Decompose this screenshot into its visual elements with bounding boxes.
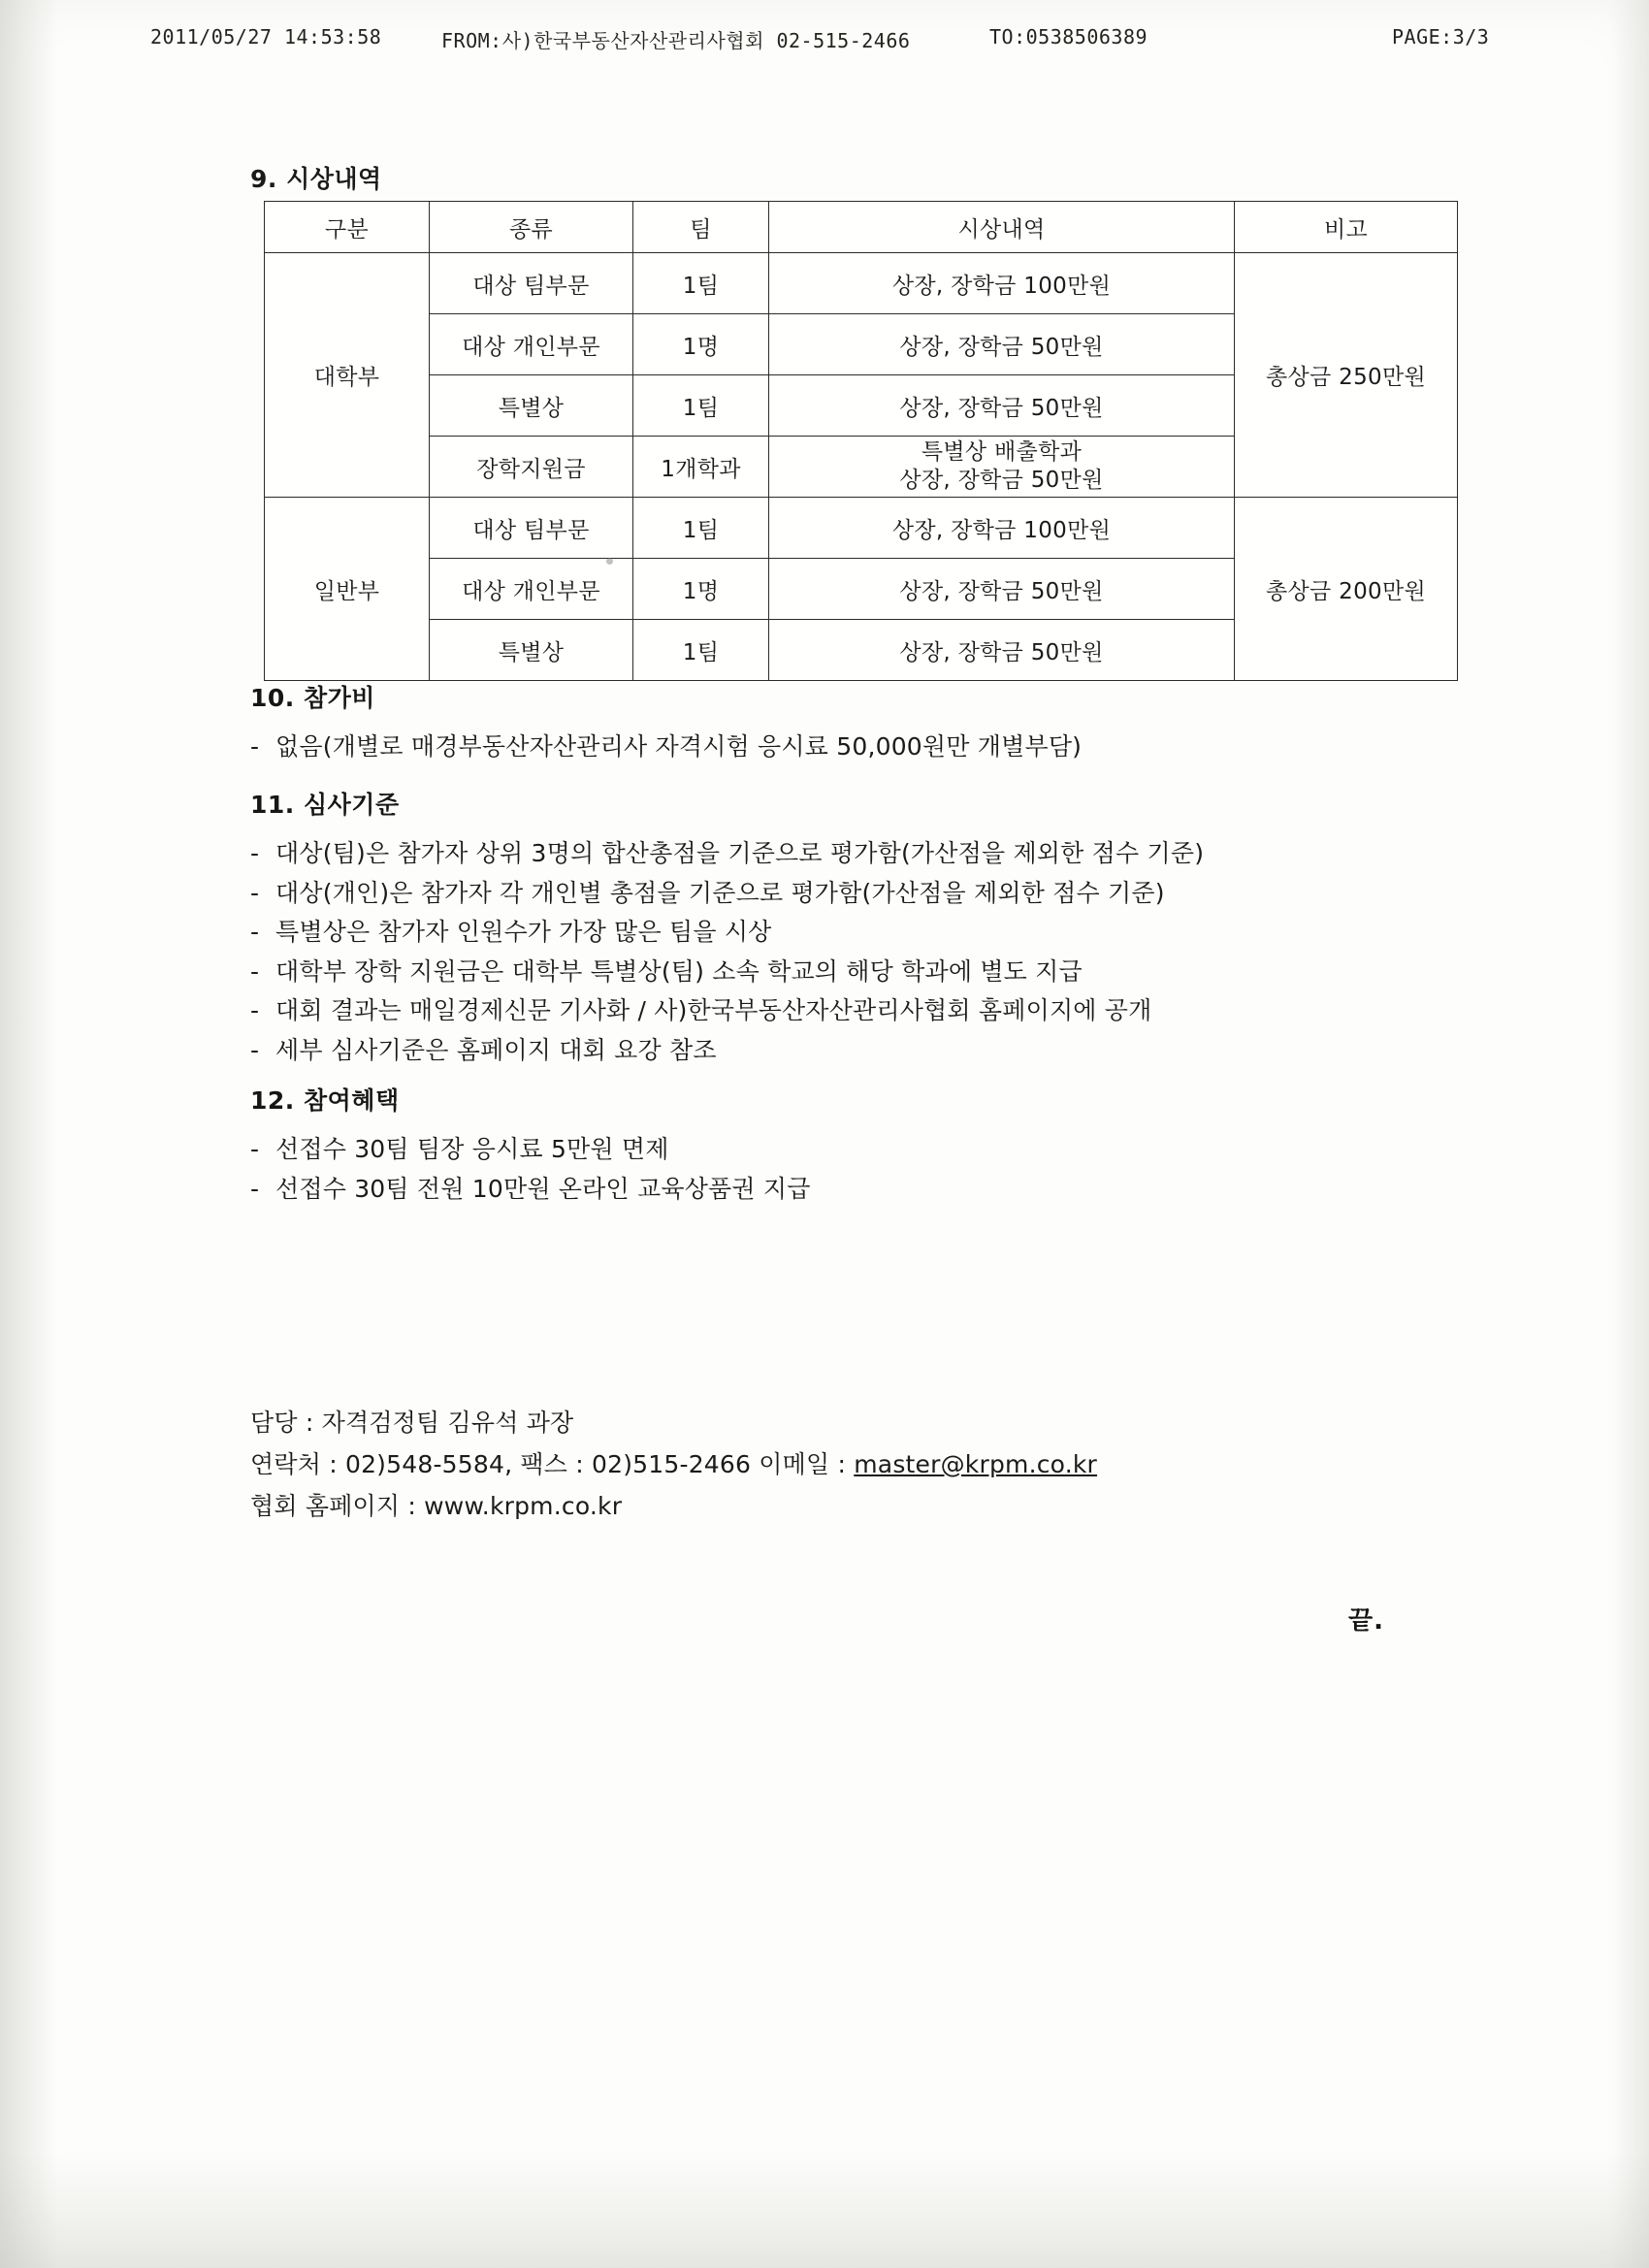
cell-detail: 상장, 장학금 50만원 [769,559,1235,620]
contact-block [250,1402,1472,1527]
scan-artifact-speck [606,558,613,565]
column-header-team: 팀 [633,202,769,253]
section-10-list [250,728,1472,767]
cell-type: 대상 개인부문 [430,314,633,375]
column-header-note: 비고 [1235,202,1458,253]
contact-homepage-line: 협회 홈페이지 : www.krpm.co.kr [250,1492,623,1520]
list-item [250,953,1511,992]
dash-marker: - [250,1135,260,1163]
list-item-text: 특별상은 참가자 인원수가 가장 많은 팀을 시상 [275,918,772,946]
cell-type: 특별상 [430,620,633,681]
fax-header [0,25,1649,58]
dash-marker: - [250,1035,260,1064]
cell-division-general: 일반부 [265,498,430,681]
cell-detail: 상장, 장학금 50만원 [769,375,1235,437]
list-item [250,834,1511,874]
section-9-title: 9. 시상내역 [250,165,382,193]
section-12-list [250,1130,1472,1209]
dash-marker: - [250,1174,260,1203]
cell-team: 1명 [633,559,769,620]
cell-detail [769,437,1235,498]
cell-detail-line-1: 특별상 배출학과 [921,438,1083,465]
list-item [250,913,1511,953]
section-11-list [250,834,1511,1070]
list-item-text: 대상(팀)은 참가자 상위 3명의 합산총점을 기준으로 평가함(가산점을 제외한 점수 기준) [275,839,1205,867]
section-11-title: 11. 심사기준 [250,791,400,819]
section-10 [250,679,1472,767]
list-item-text: 세부 심사기준은 홈페이지 대회 요강 참조 [275,1035,717,1064]
cell-type: 장학지원금 [430,437,633,498]
cell-team: 1명 [633,314,769,375]
fax-timestamp: 2011/05/27 14:53:58 [150,25,382,49]
list-item [250,1170,1472,1210]
award-details-table [264,201,1458,681]
list-item-text: 선접수 30팀 전원 10만원 온라인 교육상품권 지급 [275,1174,811,1203]
section-10-title: 10. 참가비 [250,684,375,712]
contact-phone-text: 연락처 : 02)548-5584, 팩스 : 02)515-2466 이메일 : [250,1450,855,1478]
dash-marker: - [250,996,260,1024]
cell-note-university: 총상금 250만원 [1235,253,1458,498]
cell-type: 대상 팀부문 [430,253,633,314]
fax-page-number: PAGE:3/3 [1392,25,1490,49]
list-item-text: 대회 결과는 매일경제신문 기사화 / 사)한국부동산자산관리사협회 홈페이지에 공개 [275,996,1152,1024]
contact-person-line: 담당 : 자격검정팀 김유석 과장 [250,1409,574,1437]
scan-edge-right [1610,0,1649,2268]
dash-marker: - [250,839,260,867]
section-11 [250,786,1511,1070]
fax-recipient: TO:0538506389 [989,25,1148,49]
cell-detail: 상장, 장학금 100만원 [769,253,1235,314]
table-row [265,498,1458,559]
column-header-division: 구분 [265,202,430,253]
cell-detail: 상장, 장학금 100만원 [769,498,1235,559]
list-item [250,728,1472,767]
list-item-text: 대상(개인)은 참가자 각 개인별 총점을 기준으로 평가함(가산점을 제외한 점수 기준) [275,878,1165,907]
cell-detail: 상장, 장학금 50만원 [769,620,1235,681]
cell-team: 1팀 [633,620,769,681]
table-row [265,253,1458,314]
section-12 [250,1082,1472,1209]
scan-edge-left [0,0,58,2268]
contact-email-link[interactable]: master@krpm.co.kr [854,1450,1098,1478]
dash-marker: - [250,732,260,761]
column-header-award-detail: 시상내역 [769,202,1235,253]
cell-team: 1팀 [633,375,769,437]
cell-division-university: 대학부 [265,253,430,498]
cell-team: 1팀 [633,498,769,559]
table-header-row [265,202,1458,253]
scan-edge-bottom [0,2152,1649,2268]
cell-type: 대상 개인부문 [430,559,633,620]
cell-note-general: 총상금 200만원 [1235,498,1458,681]
list-item [250,1130,1472,1170]
dash-marker: - [250,956,260,986]
list-item [250,991,1511,1031]
cell-type: 특별상 [430,375,633,437]
contact-phone-line [250,1443,1472,1485]
fax-sender: FROM:사)한국부동산자산관리사협회 02-515-2466 [441,29,911,52]
list-item-text: 대학부 장학 지원금은 대학부 특별상(팀) 소속 학교의 해당 학과에 별도 지급 [275,956,1083,986]
list-item-text: 선접수 30팀 팀장 응시료 5만원 면제 [275,1135,669,1163]
cell-detail-line-2: 상장, 장학금 50만원 [899,468,1104,493]
cell-team: 1개학과 [633,437,769,498]
cell-team: 1팀 [633,253,769,314]
section-12-title: 12. 참여혜택 [250,1086,400,1115]
document-end-mark: 끝. [1348,1606,1384,1636]
column-header-type: 종류 [430,202,633,253]
list-item [250,1031,1511,1071]
document-end-mark-wrap [1348,1601,1384,1636]
dash-marker: - [250,918,260,946]
dash-marker: - [250,878,260,907]
list-item [250,874,1511,914]
list-item-text: 없음(개별로 매경부동산자산관리사 자격시험 응시료 50,000원만 개별부담) [275,732,1083,761]
cell-detail: 상장, 장학금 50만원 [769,314,1235,375]
cell-type: 대상 팀부문 [430,498,633,559]
